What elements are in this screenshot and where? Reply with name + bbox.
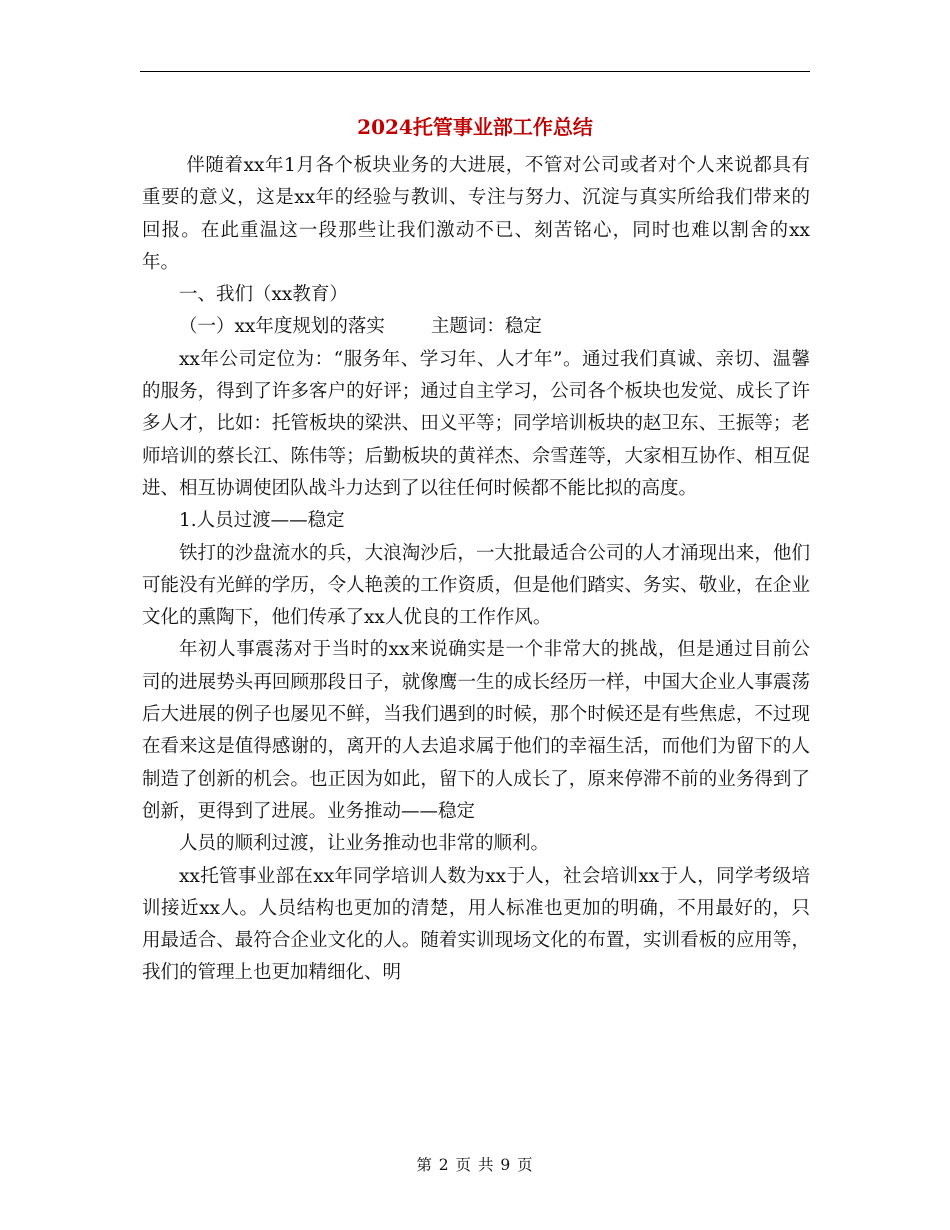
talent-paragraph: 铁打的沙盘流水的兵，大浪淘沙后，一大批最适合公司的人才涌现出来，他们可能没有光鲜的学历，令人艳羡的工作资质，但是他们踏实、务实、敬业，在企业文化的熏陶下，他们传承了xx人优良的工作作风。 xyxy=(142,542,810,629)
subsection-title: （一）xx年度规划的落实 xyxy=(179,316,385,338)
page-footer xyxy=(0,1153,950,1177)
intro-paragraph: 伴随着xx年1月各个板块业务的大进展，不管对公司或者对个人来说都具有重要的意义，这是xx年的经验与教训、专注与努力、沉淀与真实所给我们带来的回报。在此重温这一段那些让我们激动不已、刻苦铭心，同时也难以割舍的xx年。 xyxy=(142,155,810,273)
section-heading: 一、我们（xx教育） xyxy=(179,284,348,306)
smooth-transition-paragraph: 人员的顺利过渡，让业务推动也非常的顺利。 xyxy=(179,833,550,855)
training-stats-paragraph: xx托管事业部在xx年同学培训人数为xx于人，社会培训xx于人，同学考级培训接近xx人。人员结构也更加的清楚，用人标准也更加的明确，不用最好的，只用最适合、最符合企业文化的人。随着实训现场文化的布置，实训看板的应用等，我们的管理上也更加精细化、明 xyxy=(142,865,810,984)
document-title: 2024托管事业部工作总结 xyxy=(357,115,593,139)
document-body xyxy=(142,150,810,990)
personnel-change-paragraph: 年初人事震荡对于当时的xx来说确实是一个非常大的挑战，但是通过目前公司的进展势头再回顾那段日子，就像鹰一生的成长经历一样，中国大企业人事震荡后大进展的例子也屡见不鲜，当我们遇到的时候，那个时候还是有些焦虑，不过现在看来这是值得感谢的，离开的人去追求属于他们的幸福生活，而他们为留下的人制造了创新的机会。也正因为如此，留下的人成长了，原来停滞不前的业务得到了创新，更得到了进展。业务推动——稳定 xyxy=(142,639,810,822)
subsection-heading xyxy=(142,311,810,343)
positioning-paragraph: xx年公司定位为：“服务年、学习年、人才年”。通过我们真诚、亲切、温馨的服务，得到了许多客户的好评；通过自主学习，公司各个板块也发觉、成长了许多人才，比如：托管板块的梁洪、田义平等；同学培训板块的赵卫东、王振等；老师培训的蔡长江、陈伟等；后勤板块的黄祥杰、佘雪莲等，大家相互协作、相互促进、相互协调使团队战斗力达到了以往任何时候都不能比拟的高度。 xyxy=(142,348,810,499)
subsection-keyword: 主题词：稳定 xyxy=(430,316,542,338)
page-number: 第 2 页 共 9 页 xyxy=(416,1156,534,1174)
header-rule xyxy=(140,71,810,72)
staff-transition-heading: 1.人员过渡——稳定 xyxy=(179,510,345,532)
